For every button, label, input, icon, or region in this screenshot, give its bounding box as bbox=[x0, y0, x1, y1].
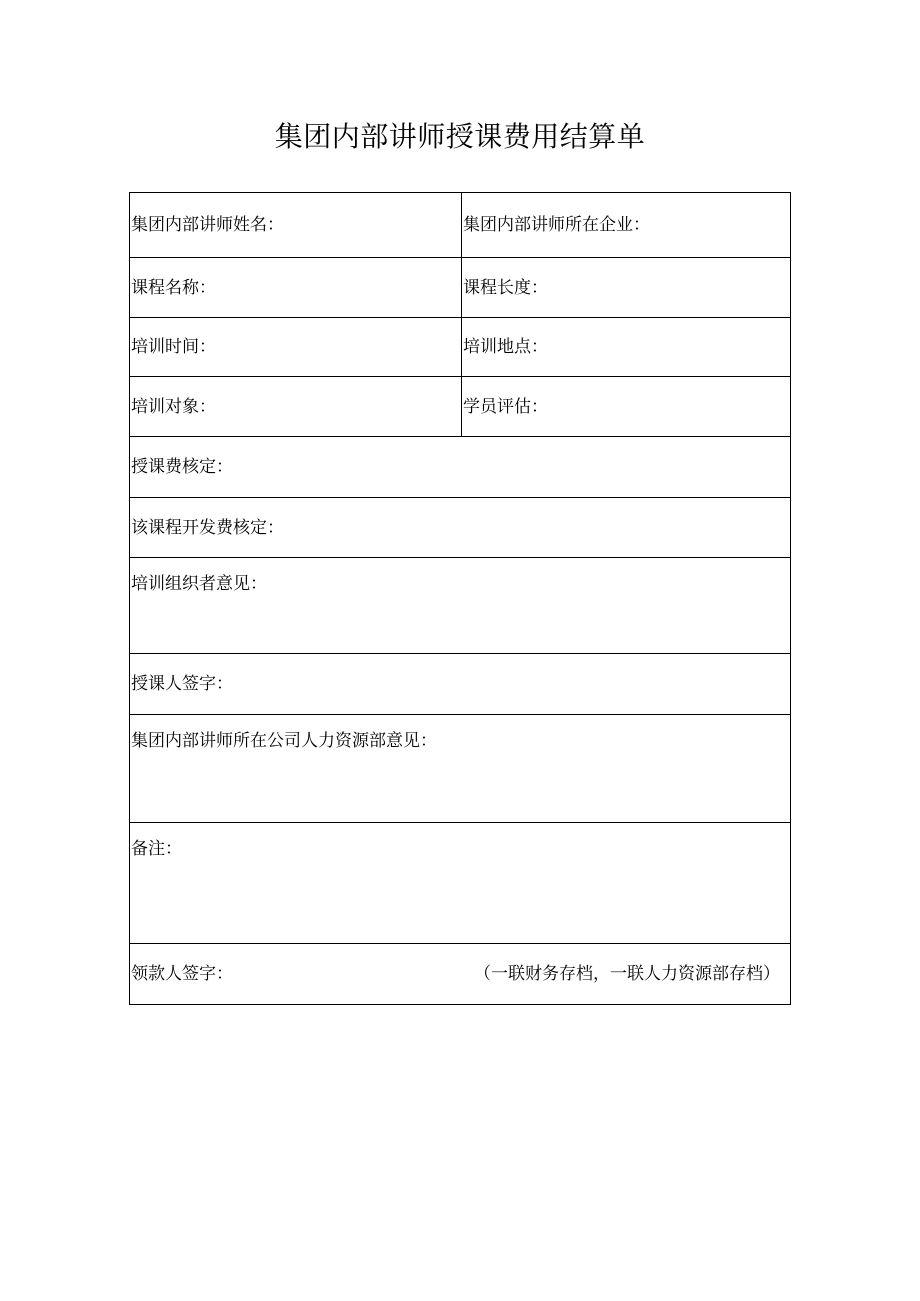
instructor-name-field[interactable]: 集团内部讲师姓名： bbox=[130, 193, 462, 258]
instructor-company-field[interactable]: 集团内部讲师所在企业： bbox=[462, 193, 791, 258]
course-name-field[interactable]: 课程名称： bbox=[130, 258, 462, 318]
development-fee-field[interactable]: 该课程开发费核定： bbox=[130, 498, 791, 558]
form-row-recipient bbox=[130, 944, 791, 1005]
training-location-field[interactable]: 培训地点： bbox=[462, 318, 791, 377]
student-evaluation-field[interactable]: 学员评估： bbox=[462, 377, 791, 437]
form-row-development-fee bbox=[130, 498, 791, 558]
hr-opinion-field[interactable]: 集团内部讲师所在公司人力资源部意见： bbox=[130, 715, 791, 823]
form-row-teaching-fee bbox=[130, 437, 791, 498]
training-time-field[interactable]: 培训时间： bbox=[130, 318, 462, 377]
form-row-organizer-opinion bbox=[130, 558, 791, 654]
remarks-field[interactable]: 备注： bbox=[130, 823, 791, 944]
document-title: 集团内部讲师授课费用结算单 bbox=[274, 120, 646, 153]
form-row-instructor-signature bbox=[130, 654, 791, 715]
teaching-fee-field[interactable]: 授课费核定： bbox=[130, 437, 791, 498]
form-row-training-time bbox=[130, 318, 791, 377]
form-row-instructor bbox=[130, 193, 791, 258]
instructor-signature-field[interactable]: 授课人签字： bbox=[130, 654, 791, 715]
training-audience-field[interactable]: 培训对象： bbox=[130, 377, 462, 437]
settlement-form-table bbox=[129, 192, 791, 1005]
recipient-row-cell bbox=[130, 944, 791, 1005]
course-length-field[interactable]: 课程长度： bbox=[462, 258, 791, 318]
form-row-audience bbox=[130, 377, 791, 437]
form-row-hr-opinion bbox=[130, 715, 791, 823]
copies-note: （一联财务存档，一联人力资源部存档） bbox=[474, 964, 780, 984]
organizer-opinion-field[interactable]: 培训组织者意见： bbox=[130, 558, 791, 654]
form-row-course bbox=[130, 258, 791, 318]
recipient-signature-field[interactable]: 领款人签字： bbox=[131, 964, 233, 984]
form-row-remarks bbox=[130, 823, 791, 944]
recipient-row-content bbox=[131, 963, 790, 985]
